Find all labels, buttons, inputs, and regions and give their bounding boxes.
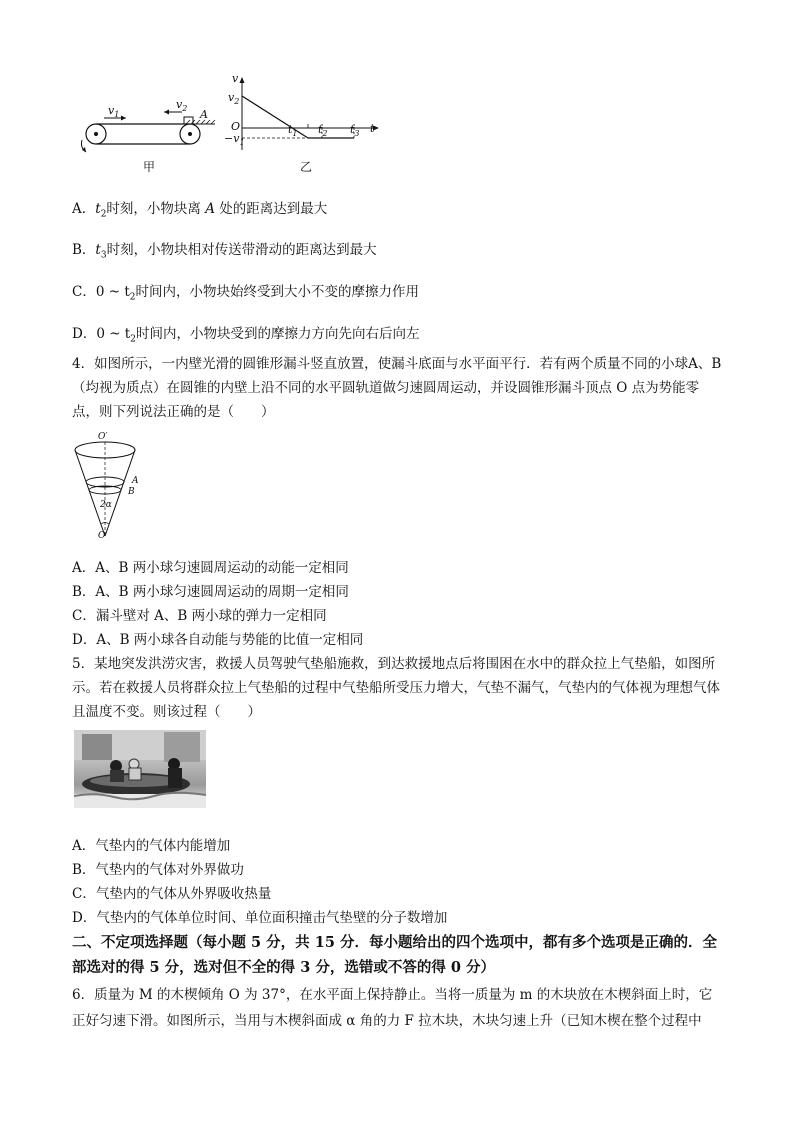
q5-option-b: B．气垫内的气体对外界做功: [72, 862, 244, 878]
figure-label-jia: 甲: [143, 160, 156, 174]
q5-option-d: D．气垫内的气体单位时间、单位面积撞击气垫壁的分子数增加: [72, 910, 448, 926]
cone-angle-label: 2α: [100, 500, 112, 510]
q4-option-d: D．A、B 两小球各自动能与势能的比值一定相同: [72, 632, 364, 648]
section-2-heading: 二、不定项选择题（每小题 5 分，共 15 分．每小题给出的四个选项中，都有多个选项是正确的．全部选对的得 5 分，选对但不全的得 3 分，选错或不答的得 0 分）: [72, 934, 717, 976]
q4-stem: 4．如图所示，一内壁光滑的圆锥形漏斗竖直放置，使漏斗底面与水平面平行．若有两个质量不同的小球A、B（均视为质点）在圆锥的内壁上沿不同的水平圆轨道做匀速圆周运动，并设圆锥形漏斗顶点 O 点为势能零点，则下列说法正确的是（ ）: [72, 356, 722, 420]
point-a-label: A: [200, 108, 208, 121]
figure-label-yi: 乙: [300, 160, 313, 174]
t1-label: $t_1$: [288, 123, 298, 139]
cone-a-label: A: [132, 476, 139, 486]
v2-axis-label: $v_2$: [228, 91, 240, 107]
neg-v1-label: $-v_1$: [224, 132, 245, 148]
q5-stem: 5．某地突发洪涝灾害，救援人员驾驶气垫船施救，到达救援地点后将围困在水中的群众拉上气垫船，如图所示。若在救援人员将群众拉上气垫船的过程中气垫船所受压力增大，气垫不漏气，气垫内的气体视为理想气体且温度不变。则该过程（ ）: [72, 656, 720, 720]
v-axis-label: v: [232, 72, 239, 85]
t3-label: $t_3$: [350, 123, 360, 139]
v1-label: $v_1$: [108, 104, 120, 120]
q3-option-a: A．$t_2$时刻，小物块离 A 处的距离达到最大: [72, 201, 328, 220]
cone-top-label: O′: [98, 432, 108, 442]
q6-stem: 6．质量为 M 的木楔倾角 O 为 37°，在水平面上保持静止。当将一质量为 m 的木块放在木楔斜面上时，它正好匀速下滑。如图所示，当用与木楔斜面成 α 角的力 F 拉木块，木块匀速上升（已知木楔在整个过程中: [72, 987, 713, 1029]
q4-option-b: B．A、B 两小球匀速圆周运动的周期一定相同: [72, 584, 349, 600]
q3-option-d: D．0 ~ $t_2$时间内，小物块受到的摩擦力方向先向右后向左: [72, 326, 420, 345]
q5-option-c: C．气垫内的气体从外界吸收热量: [72, 886, 272, 902]
t2-label: $t_2$: [318, 123, 328, 139]
q4-option-a: A．A、B 两小球匀速圆周运动的动能一定相同: [72, 560, 349, 576]
vt-graph: [226, 74, 386, 154]
cone-b-label: B: [128, 487, 135, 497]
origin-label: O: [231, 120, 241, 133]
v2-label: $v_2$: [176, 98, 188, 114]
q5-option-a: A．气垫内的气体内能增加: [72, 838, 231, 854]
t-axis-label: t: [370, 122, 375, 135]
hovercraft-rescue-photo: [74, 730, 206, 808]
cone-vertex-label: O: [98, 531, 106, 541]
q3-option-c: C．0 ~ $t_2$时间内，小物块始终受到大小不变的摩擦力作用: [72, 284, 419, 303]
q4-option-c: C．漏斗壁对 A、B 两小球的弹力一定相同: [72, 608, 327, 624]
q3-option-b: B．$t_3$时刻，小物块相对传送带滑动的距离达到最大: [72, 242, 377, 261]
